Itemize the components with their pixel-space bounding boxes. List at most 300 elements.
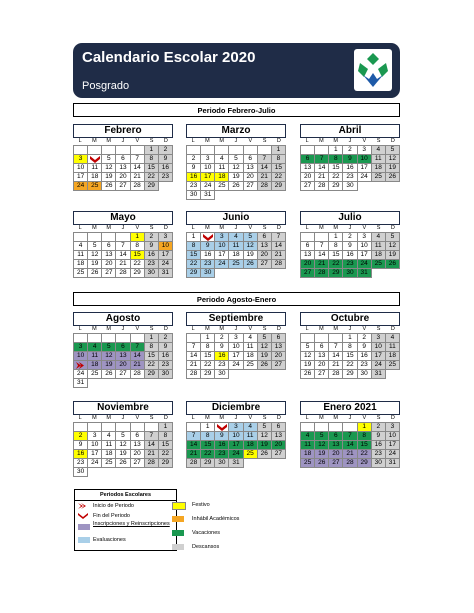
weekday-label: V — [135, 138, 140, 144]
month-octubre — [300, 312, 400, 379]
weekday-header — [300, 138, 400, 145]
day-cell: 23 — [372, 450, 386, 459]
empty-cell — [131, 146, 145, 155]
day-cell: 16 — [215, 441, 229, 450]
day-cell: 14 — [343, 441, 357, 450]
legend-item-evaluaciones: Evaluaciones — [75, 535, 176, 545]
weekday-label: M — [219, 326, 224, 332]
day-cell: 24 — [74, 182, 88, 191]
day-cell: 13 — [315, 352, 329, 361]
day-cell: 17 — [358, 251, 372, 260]
day-cell: 3 — [159, 233, 173, 242]
period-header-first: Periodo Febrero-Julio — [73, 103, 400, 117]
day-cell: 22 — [272, 173, 286, 182]
weekday-label: S — [149, 326, 154, 332]
month-title: Septiembre — [186, 312, 286, 326]
month-enero-2021 — [300, 401, 400, 468]
day-cell: 12 — [386, 155, 400, 164]
day-cell: 10 — [372, 343, 386, 352]
day-cell: 9 — [74, 441, 88, 450]
day-cell: 24 — [88, 459, 102, 468]
weekday-header — [300, 415, 400, 422]
day-cell: 23 — [145, 260, 159, 269]
month-julio — [300, 211, 400, 278]
day-cell: 22 — [145, 361, 159, 370]
weekday-label: J — [121, 415, 125, 421]
weekday-label: V — [248, 326, 253, 332]
day-cell: 1 — [201, 334, 215, 343]
day-cell: 27 — [131, 459, 145, 468]
day-cell: 18 — [244, 441, 258, 450]
day-cell: 5 — [244, 233, 258, 242]
month-abril — [300, 124, 400, 191]
weekday-label: V — [135, 326, 140, 332]
weekday-label: D — [390, 415, 395, 421]
day-cell: 5 — [229, 155, 243, 164]
day-cell: 4 — [88, 343, 102, 352]
weekday-label: S — [262, 326, 267, 332]
day-cell: 28 — [329, 370, 343, 379]
weekday-label: L — [305, 326, 309, 332]
weekday-label: M — [92, 326, 97, 332]
empty-cell — [315, 334, 329, 343]
day-cell: 12 — [258, 343, 272, 352]
day-cell: 22 — [131, 260, 145, 269]
weekday-label: M — [219, 225, 224, 231]
day-cell: 27 — [116, 370, 130, 379]
day-cell: 5 — [386, 146, 400, 155]
inscripciones-swatch — [78, 524, 90, 530]
day-cell: 27 — [116, 182, 130, 191]
legend-title: Periodos Escolares — [75, 490, 176, 501]
day-cell: 6 — [131, 432, 145, 441]
day-cell: 3 — [74, 343, 88, 352]
empty-cell — [301, 146, 315, 155]
day-cell: 28 — [315, 269, 329, 278]
day-grid — [300, 145, 400, 191]
day-cell: 8 — [131, 242, 145, 251]
day-cell: 12 — [301, 352, 315, 361]
day-cell: 2 — [74, 432, 88, 441]
day-cell: 24 — [229, 450, 243, 459]
day-cell: 15 — [329, 251, 343, 260]
day-cell: 22 — [329, 173, 343, 182]
day-cell: 28 — [258, 182, 272, 191]
day-cell: 27 — [329, 459, 343, 468]
day-cell: 25 — [372, 173, 386, 182]
day-cell: 16 — [358, 352, 372, 361]
day-cell: 9 — [187, 164, 201, 173]
day-cell-inicio-marker — [74, 361, 88, 370]
day-cell: 9 — [201, 242, 215, 251]
day-cell: 30 — [145, 269, 159, 278]
day-cell: 12 — [102, 352, 116, 361]
weekday-label: M — [205, 225, 210, 231]
day-cell: 31 — [386, 459, 400, 468]
day-cell: 25 — [244, 450, 258, 459]
empty-cell — [187, 423, 201, 432]
day-cell: 14 — [315, 251, 329, 260]
day-cell: 14 — [116, 251, 130, 260]
day-cell: 12 — [102, 164, 116, 173]
period-header-second: Periodo Agosto-Enero — [73, 292, 400, 306]
month-title: Enero 2021 — [300, 401, 400, 415]
empty-cell — [301, 233, 315, 242]
day-cell: 30 — [343, 182, 357, 191]
day-cell: 2 — [372, 423, 386, 432]
day-cell: 15 — [145, 352, 159, 361]
day-cell: 13 — [102, 251, 116, 260]
day-grid — [73, 422, 173, 477]
day-cell: 11 — [102, 441, 116, 450]
month-title: Abril — [300, 124, 400, 138]
day-cell: 5 — [258, 423, 272, 432]
day-cell: 22 — [329, 260, 343, 269]
month-title: Julio — [300, 211, 400, 225]
weekday-label: J — [348, 138, 352, 144]
weekday-label: D — [276, 138, 281, 144]
day-cell: 13 — [272, 343, 286, 352]
weekday-label: V — [135, 225, 140, 231]
day-cell: 30 — [343, 269, 357, 278]
month-febrero — [73, 124, 173, 191]
day-cell: 26 — [88, 269, 102, 278]
day-cell: 14 — [272, 242, 286, 251]
day-cell: 13 — [116, 352, 130, 361]
weekday-label: M — [106, 225, 111, 231]
day-cell: 17 — [88, 450, 102, 459]
day-cell: 4 — [244, 423, 258, 432]
day-cell: 19 — [386, 164, 400, 173]
day-cell: 28 — [131, 182, 145, 191]
day-cell: 7 — [116, 242, 130, 251]
day-cell: 6 — [102, 242, 116, 251]
day-cell-fin-marker — [201, 233, 215, 242]
legend-item-vacaciones: Vacaciones — [192, 530, 220, 537]
weekday-label: V — [362, 225, 367, 231]
day-cell: 28 — [272, 260, 286, 269]
day-cell: 1 — [272, 146, 286, 155]
day-cell: 5 — [258, 334, 272, 343]
day-cell: 18 — [301, 450, 315, 459]
day-cell: 7 — [187, 343, 201, 352]
day-cell: 27 — [272, 361, 286, 370]
festivo-swatch — [172, 502, 186, 510]
weekday-label: D — [390, 326, 395, 332]
empty-cell — [88, 334, 102, 343]
day-cell: 5 — [116, 432, 130, 441]
day-cell: 23 — [343, 260, 357, 269]
day-cell: 20 — [258, 251, 272, 260]
empty-cell — [201, 146, 215, 155]
day-cell: 26 — [102, 182, 116, 191]
day-cell: 3 — [229, 423, 243, 432]
empty-cell — [116, 233, 130, 242]
weekday-label: J — [234, 326, 238, 332]
day-cell: 24 — [159, 260, 173, 269]
day-cell: 5 — [315, 432, 329, 441]
day-cell: 21 — [258, 173, 272, 182]
day-cell: 13 — [131, 441, 145, 450]
day-cell: 5 — [301, 343, 315, 352]
day-cell: 12 — [258, 432, 272, 441]
month-title: Noviembre — [73, 401, 173, 415]
weekday-header — [73, 138, 173, 145]
day-cell: 11 — [215, 164, 229, 173]
day-cell: 8 — [343, 343, 357, 352]
descansos-swatch — [172, 544, 184, 550]
day-grid — [300, 333, 400, 379]
day-cell: 25 — [386, 361, 400, 370]
day-cell: 3 — [358, 233, 372, 242]
weekday-label: M — [106, 138, 111, 144]
empty-cell — [116, 334, 130, 343]
day-cell: 17 — [159, 251, 173, 260]
weekday-label: M — [319, 225, 324, 231]
weekday-label: M — [219, 415, 224, 421]
empty-cell — [315, 423, 329, 432]
day-cell: 29 — [358, 459, 372, 468]
day-cell: 18 — [215, 173, 229, 182]
day-cell: 31 — [74, 379, 88, 388]
day-cell: 29 — [201, 459, 215, 468]
day-cell: 28 — [315, 182, 329, 191]
day-cell: 15 — [145, 164, 159, 173]
month-title: Diciembre — [186, 401, 286, 415]
empty-cell — [116, 146, 130, 155]
day-cell: 11 — [244, 343, 258, 352]
empty-cell — [74, 146, 88, 155]
weekday-label: M — [205, 415, 210, 421]
day-cell: 15 — [201, 352, 215, 361]
day-cell: 17 — [386, 441, 400, 450]
day-cell: 28 — [187, 459, 201, 468]
day-cell: 9 — [159, 155, 173, 164]
month-junio — [186, 211, 286, 278]
month-marzo — [186, 124, 286, 200]
day-cell: 10 — [201, 164, 215, 173]
day-cell: 3 — [229, 334, 243, 343]
day-cell: 18 — [88, 173, 102, 182]
weekday-label: J — [234, 138, 238, 144]
empty-cell — [102, 423, 116, 432]
day-grid — [73, 232, 173, 278]
month-title: Mayo — [73, 211, 173, 225]
day-cell: 27 — [102, 269, 116, 278]
day-cell: 14 — [187, 352, 201, 361]
weekday-header — [300, 225, 400, 232]
weekday-label: S — [149, 138, 154, 144]
weekday-label: S — [262, 415, 267, 421]
empty-cell — [301, 334, 315, 343]
day-cell: 28 — [131, 370, 145, 379]
day-cell: 18 — [244, 352, 258, 361]
weekday-label: D — [390, 138, 395, 144]
weekday-label: J — [348, 415, 352, 421]
day-cell: 25 — [74, 269, 88, 278]
day-cell: 31 — [358, 269, 372, 278]
day-cell: 29 — [187, 269, 201, 278]
day-cell: 18 — [229, 251, 243, 260]
day-cell: 5 — [386, 233, 400, 242]
day-cell: 4 — [74, 242, 88, 251]
day-cell: 19 — [88, 260, 102, 269]
weekday-label: L — [78, 415, 82, 421]
day-cell: 11 — [74, 251, 88, 260]
day-cell: 29 — [131, 269, 145, 278]
day-cell: 2 — [187, 155, 201, 164]
evaluaciones-swatch — [78, 537, 90, 543]
day-cell: 24 — [74, 370, 88, 379]
weekday-label: S — [376, 415, 381, 421]
page-subtitle: Posgrado — [82, 80, 130, 92]
weekday-label: V — [362, 415, 367, 421]
empty-cell — [244, 146, 258, 155]
day-cell: 20 — [116, 173, 130, 182]
day-grid — [186, 333, 286, 379]
legend-item-festivo: Festivo — [192, 502, 210, 509]
day-cell: 3 — [215, 233, 229, 242]
day-cell: 15 — [201, 441, 215, 450]
day-cell: 7 — [315, 155, 329, 164]
day-cell: 21 — [116, 260, 130, 269]
day-cell: 23 — [343, 173, 357, 182]
legend-item-fin: Fin del Periodo — [75, 511, 176, 521]
day-cell: 19 — [258, 352, 272, 361]
empty-cell — [229, 146, 243, 155]
day-cell: 13 — [301, 251, 315, 260]
weekday-label: V — [135, 415, 140, 421]
day-grid — [73, 145, 173, 191]
day-cell: 16 — [159, 164, 173, 173]
day-cell: 19 — [102, 173, 116, 182]
weekday-label: D — [163, 415, 168, 421]
day-cell: 8 — [145, 343, 159, 352]
day-cell: 26 — [315, 459, 329, 468]
day-cell: 12 — [315, 441, 329, 450]
day-cell: 6 — [116, 343, 130, 352]
day-cell: 14 — [145, 441, 159, 450]
day-cell: 9 — [343, 242, 357, 251]
day-cell: 4 — [229, 233, 243, 242]
day-cell: 21 — [131, 361, 145, 370]
day-cell: 23 — [159, 361, 173, 370]
day-cell: 15 — [358, 441, 372, 450]
day-cell: 6 — [272, 423, 286, 432]
day-cell: 2 — [159, 146, 173, 155]
day-cell: 28 — [145, 459, 159, 468]
weekday-label: D — [276, 326, 281, 332]
day-cell: 19 — [102, 361, 116, 370]
weekday-header — [186, 225, 286, 232]
weekday-label: J — [348, 225, 352, 231]
day-cell: 19 — [386, 251, 400, 260]
empty-cell — [88, 233, 102, 242]
day-cell: 21 — [329, 361, 343, 370]
weekday-label: M — [319, 326, 324, 332]
day-cell: 10 — [88, 441, 102, 450]
weekday-label: V — [248, 225, 253, 231]
day-cell: 25 — [301, 459, 315, 468]
day-cell: 26 — [244, 260, 258, 269]
month-title: Agosto — [73, 312, 173, 326]
day-cell: 26 — [102, 370, 116, 379]
day-cell: 16 — [372, 441, 386, 450]
day-cell: 2 — [215, 334, 229, 343]
day-cell: 16 — [343, 164, 357, 173]
day-cell: 31 — [159, 269, 173, 278]
day-cell: 20 — [315, 361, 329, 370]
empty-cell — [88, 146, 102, 155]
weekday-label: L — [78, 326, 82, 332]
day-grid — [186, 145, 286, 200]
empty-cell — [329, 334, 343, 343]
day-cell: 1 — [131, 233, 145, 242]
day-cell: 1 — [159, 423, 173, 432]
month-noviembre — [73, 401, 173, 477]
legend-item-inicio: Inicio de Periodo — [75, 501, 176, 511]
day-cell: 16 — [201, 251, 215, 260]
day-cell: 21 — [272, 251, 286, 260]
empty-cell — [215, 146, 229, 155]
header-banner — [73, 43, 400, 98]
day-cell: 19 — [301, 361, 315, 370]
day-cell: 11 — [244, 432, 258, 441]
day-cell: 27 — [258, 260, 272, 269]
empty-cell — [131, 423, 145, 432]
university-logo-icon — [354, 49, 392, 91]
weekday-label: S — [149, 415, 154, 421]
day-cell: 10 — [229, 343, 243, 352]
day-cell: 11 — [372, 155, 386, 164]
day-cell: 29 — [272, 182, 286, 191]
day-cell: 24 — [229, 361, 243, 370]
day-cell: 14 — [131, 352, 145, 361]
day-cell: 17 — [229, 441, 243, 450]
weekday-label: M — [92, 225, 97, 231]
empty-cell — [187, 334, 201, 343]
day-cell: 27 — [244, 182, 258, 191]
day-cell: 29 — [329, 182, 343, 191]
weekday-label: S — [262, 225, 267, 231]
month-agosto — [73, 312, 173, 388]
day-cell: 26 — [116, 459, 130, 468]
day-cell: 6 — [301, 242, 315, 251]
legend-item-inscripciones: Inscripciones y Reinscripciones — [75, 521, 176, 535]
day-cell: 14 — [329, 352, 343, 361]
day-cell: 25 — [215, 182, 229, 191]
day-cell: 4 — [301, 432, 315, 441]
day-cell: 6 — [329, 432, 343, 441]
day-cell: 2 — [343, 233, 357, 242]
day-cell: 3 — [372, 334, 386, 343]
weekday-label: S — [376, 138, 381, 144]
day-cell: 15 — [272, 164, 286, 173]
weekday-label: J — [234, 415, 238, 421]
weekday-label: D — [163, 138, 168, 144]
day-cell: 15 — [187, 251, 201, 260]
day-cell: 1 — [145, 146, 159, 155]
day-cell: 30 — [74, 468, 88, 477]
day-cell: 11 — [386, 343, 400, 352]
day-cell: 4 — [386, 334, 400, 343]
day-cell: 30 — [159, 370, 173, 379]
day-cell: 18 — [102, 450, 116, 459]
day-cell: 10 — [358, 242, 372, 251]
day-cell: 29 — [159, 459, 173, 468]
day-cell: 5 — [102, 155, 116, 164]
empty-cell — [102, 334, 116, 343]
